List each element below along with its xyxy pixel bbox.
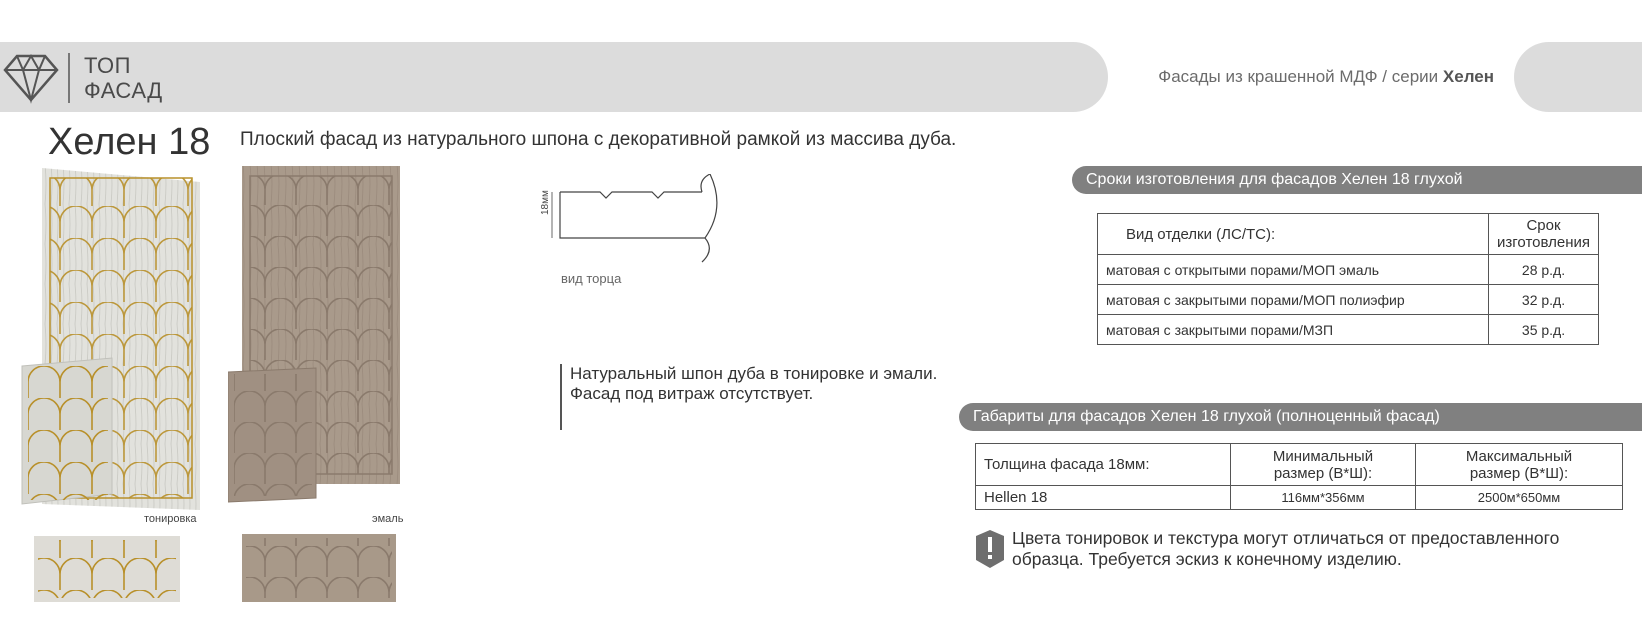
logo-text: [84, 53, 163, 103]
table-row: [1098, 255, 1599, 285]
table-row: [1098, 285, 1599, 315]
page-title: Хелен 18: [48, 121, 211, 163]
thickness-label: 18мм: [540, 190, 551, 215]
dimensions-table: [975, 443, 1623, 510]
note-line-1: Цвета тонировок и текстура могут отличаться от предоставленного: [1012, 528, 1560, 548]
description-line-1: Натуральный шпон дуба в тонировке и эмали.: [570, 364, 938, 383]
logo-line-1: ТОП: [84, 53, 131, 78]
note-text: [1012, 528, 1559, 570]
logo-line-2: ФАСАД: [84, 78, 163, 103]
note-line-2: образца. Требуется эскиз к конечному изделию.: [1012, 549, 1402, 569]
dimensions-col-max: [1416, 444, 1623, 486]
header-bar-right: [1514, 42, 1642, 112]
finish-cell: матовая с закрытыми порами/МОП полиэфир: [1098, 285, 1489, 315]
min-size-cell: 116мм*356мм: [1231, 486, 1416, 510]
enamel-caption: эмаль: [372, 513, 404, 525]
dimensions-col-min: [1231, 444, 1416, 486]
lead-time-header: Сроки изготовления для фасадов Хелен 18 глухой: [1072, 166, 1642, 194]
toned-caption: тонировка: [144, 513, 197, 525]
term-cell: 32 р.д.: [1489, 285, 1599, 315]
breadcrumb-series: Хелен: [1442, 67, 1494, 86]
logo-divider: [68, 53, 70, 103]
lead-time-table: [1097, 213, 1599, 345]
dimensions-col-max-line-2: размер (В*Ш):: [1469, 464, 1569, 482]
dimensions-col-max-line-1: Максимальный: [1465, 447, 1573, 465]
breadcrumb: [1158, 67, 1494, 87]
table-row: [1098, 315, 1599, 345]
dimensions-col-min-line-1: Минимальный: [1272, 447, 1374, 465]
finish-cell: матовая с закрытыми порами/МЗП: [1098, 315, 1489, 345]
dimensions-header: Габариты для фасадов Хелен 18 глухой (полноценный фасад): [959, 403, 1642, 431]
table-row: [976, 486, 1623, 510]
max-size-cell: 2500м*650мм: [1416, 486, 1623, 510]
lead-time-col-term-line-2: изготовления: [1497, 234, 1590, 251]
term-cell: 35 р.д.: [1489, 315, 1599, 345]
lead-time-col-term: [1489, 214, 1599, 255]
description-line-2: Фасад под витраж отсутствует.: [570, 384, 814, 403]
breadcrumb-prefix: Фасады из крашенной МДФ / серии: [1158, 67, 1439, 86]
description: [560, 364, 937, 430]
finish-cell: матовая с открытыми порами/МОП эмаль: [1098, 255, 1489, 285]
header-bar: [0, 42, 1108, 112]
warning-icon: [976, 530, 1004, 568]
edge-profile-drawing: [530, 174, 730, 264]
dimensions-col-min-line-2: размер (В*Ш):: [1273, 464, 1373, 482]
dimensions-col-thickness: Толщина фасада 18мм:: [976, 444, 1231, 486]
term-cell: 28 р.д.: [1489, 255, 1599, 285]
enamel-panel-image: [228, 164, 408, 604]
model-cell: Hellen 18: [976, 486, 1231, 510]
lead-time-col-finish: Вид отделки (ЛС/ТС):: [1098, 214, 1489, 255]
lead-time-col-term-line-1: Срок: [1526, 217, 1561, 234]
product-subtitle: Плоский фасад из натурального шпона с декоративной рамкой из массива дуба.: [240, 129, 957, 150]
toned-panel-image: [20, 164, 210, 604]
diamond-logo-icon: [3, 50, 59, 104]
profile-caption: вид торца: [561, 271, 622, 286]
